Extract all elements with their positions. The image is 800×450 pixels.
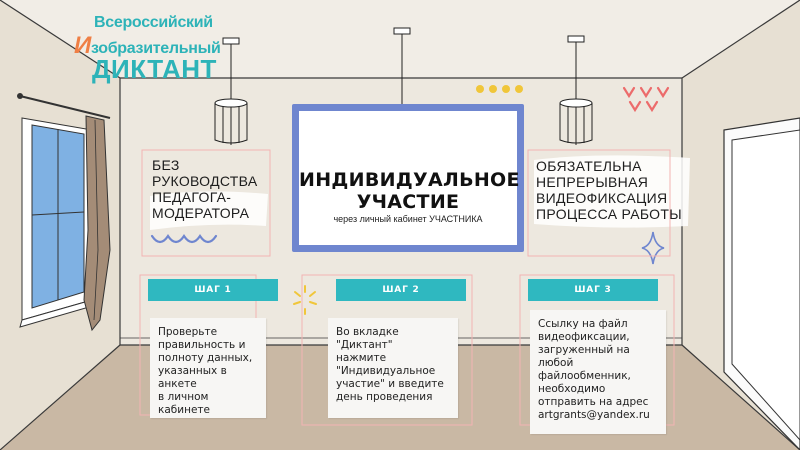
step-1-line: в личном кабинете: [158, 391, 210, 416]
step-3-line: отправить на адрес: [538, 396, 649, 408]
step-3-line: любой: [538, 357, 574, 369]
step-3-banner: ШАГ 3: [528, 279, 658, 301]
left-line: РУКОВОДСТВА: [152, 173, 258, 189]
logo-line-1: Всероссийский: [94, 14, 213, 31]
main-title: [299, 169, 520, 213]
step-3-line: необходимо: [538, 383, 606, 395]
right-line: ОБЯЗАТЕЛЬНА: [536, 158, 642, 174]
step-2-line: нажмите: [336, 352, 387, 364]
step-1-line: полноту данных,: [158, 352, 253, 364]
main-subtitle: через личный кабинет УЧАСТНИКА: [333, 214, 483, 224]
right-line: ВИДЕОФИКСАЦИЯ: [536, 190, 668, 206]
right-line: НЕПРЕРЫВНАЯ: [536, 174, 649, 190]
step-2-line: участие" и введите: [336, 378, 444, 390]
main-title-line-2: УЧАСТИЕ: [356, 191, 460, 213]
step-1-line: указанных в анкете: [158, 365, 227, 390]
left-line: МОДЕРАТОРА: [152, 205, 250, 221]
main-title-line-1: ИНДИВИДУАЛЬНОЕ: [299, 169, 520, 191]
step-1-card: [150, 318, 266, 418]
left-line: ПЕДАГОГА-: [152, 189, 232, 205]
right-panel-text: [536, 158, 701, 222]
step-2-line: день проведения: [336, 391, 433, 403]
logo: [70, 14, 220, 84]
step-2-line: Во вкладке "Диктант": [336, 326, 399, 351]
left-line: БЕЗ: [152, 157, 180, 173]
step-3-line: файлообменник,: [538, 370, 631, 382]
step-2-banner: ШАГ 2: [336, 279, 466, 301]
step-3-line: Ссылку на файл: [538, 318, 628, 330]
step-3-card: [530, 310, 666, 434]
logo-line-2-rest: зобразительный: [90, 40, 221, 57]
step-3-line: загруженный на: [538, 344, 630, 356]
step-2-card: [328, 318, 458, 418]
step-1-banner: ШАГ 1: [148, 279, 278, 301]
step-3-email: artgrants@yandex.ru: [538, 409, 650, 421]
step-1-line: Проверьте: [158, 326, 218, 338]
picture-frame: [292, 104, 524, 252]
logo-initial: И: [74, 32, 91, 59]
step-1-line: правильность и: [158, 339, 246, 351]
right-line: ПРОЦЕССА РАБОТЫ: [536, 206, 682, 222]
logo-line-3: ДИКТАНТ: [92, 54, 217, 84]
step-2-line: "Индивидуальное: [336, 365, 436, 377]
step-3-line: видеофиксации,: [538, 331, 630, 343]
left-panel-text: [152, 157, 282, 221]
picture-canvas: [299, 111, 520, 245]
